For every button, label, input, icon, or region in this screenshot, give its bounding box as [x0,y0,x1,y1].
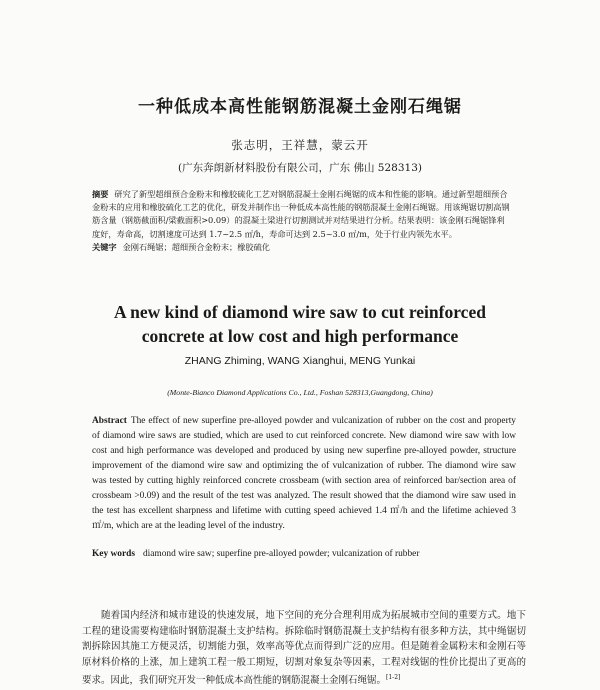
paper-title-zh: 一种低成本高性能钢筋混凝土金刚石绳锯 [138,97,462,117]
authors-zh: 张志明，王祥慧，蒙云开 [231,138,369,152]
citation-ref: [1-2] [386,674,401,681]
keywords-zh-label: 关键字 [92,241,117,252]
paper-title-en-line1: A new kind of diamond wire saw to cut reinforced [114,302,486,322]
keywords-en-label: Key words [92,549,135,559]
abstract-zh-text: 研究了新型超细预合金粉末和橡胶硫化工艺对钢筋混凝土金刚石绳锯的成本和性能的影响。通过新型超细预合金粉末的应用和橡胶硫化工艺的优化，研发并制作出一种低成本高性能的钢筋混凝土金刚石绳锯。用该绳锯切割高钢筋含量（钢筋截面积/梁截面积>0.09）的混凝土梁进行切割测试并对结果进行分析。结果表明：该金刚石绳锯锋利度好，寿命高，切割速度可达到 1.7~2.5 ㎡/h，寿命可达到 2.5~3.0 ㎡/m，处于行业内领先水平。 [92,189,510,239]
paper-title-en [0,300,600,348]
keywords-en-text: diamond wire saw; superfine pre-alloyed powder; vulcanization of rubber [142,549,420,559]
abstract-en-label: Abstract [92,416,127,426]
abstract-zh-label: 摘要 [92,189,109,199]
authors-en: ZHANG Zhiming, WANG Xianghui, MENG Yunkai [184,355,416,367]
keywords-zh-text: 金刚石绳锯；超细预合金粉末；橡胶硫化 [122,241,270,252]
affiliation-en: (Monte-Bianco Diamond Applications Co., Ltd., Foshan 528313,Guangdong, China) [167,388,433,397]
paper-title-en-line2: concrete at low cost and high performance [141,326,459,346]
keywords-en [92,549,516,559]
abstract-en-text: The effect of new superfine pre-alloyed powder and vulcanization of rubber on the cost and property of diamond wire saws are studied, which are used to cut reinforced concrete. New diamond wire saw with low cost and high performance was developed and produced by using new superfine pre-alloyed powder, structure improvement of the diamond wire saw and optimizing the of vulcanization of rubber. The diamond wire saw was tested by cutting highly reinforced concrete crossbeam (with section area of reinforced bar/section area of crossbeam >0.09) and the result of the test was analyzed. The result showed that the diamond wire saw used in the test has excellent sharpness and lifetime with cutting speed achieved 1.4 ㎡/h and the lifetime achieved 3 ㎡/m, which are at the leading level of the industry. [92,416,516,531]
affiliation-zh: (广东奔朗新材料股份有限公司，广东 佛山 528313) [178,162,422,174]
abstract-zh [92,188,512,254]
abstract-en [92,414,516,534]
body-paragraph: 随着国内经济和城市建设的快速发展，地下空间的充分合理利用成为拓展城市空间的重要方式。地下工程的建设需要构建临时钢筋混凝土支护结构。拆除临时钢筋混凝土支护结构有很多种方法，其中绳锯切割拆除因其施工方便灵活，切割能力强，效率高等优点而得到广泛的应用。但是随着金属粉末和金刚石等原材料价格的上涨，加上建筑工程一般工期短，切割对象复杂等因素，工程对线锯的性价比提出了更高的要求。因此，我们研究开发一种低成本高性能的钢筋混凝土金刚石绳锯。 [82,610,526,687]
body-text-zh [82,608,526,689]
